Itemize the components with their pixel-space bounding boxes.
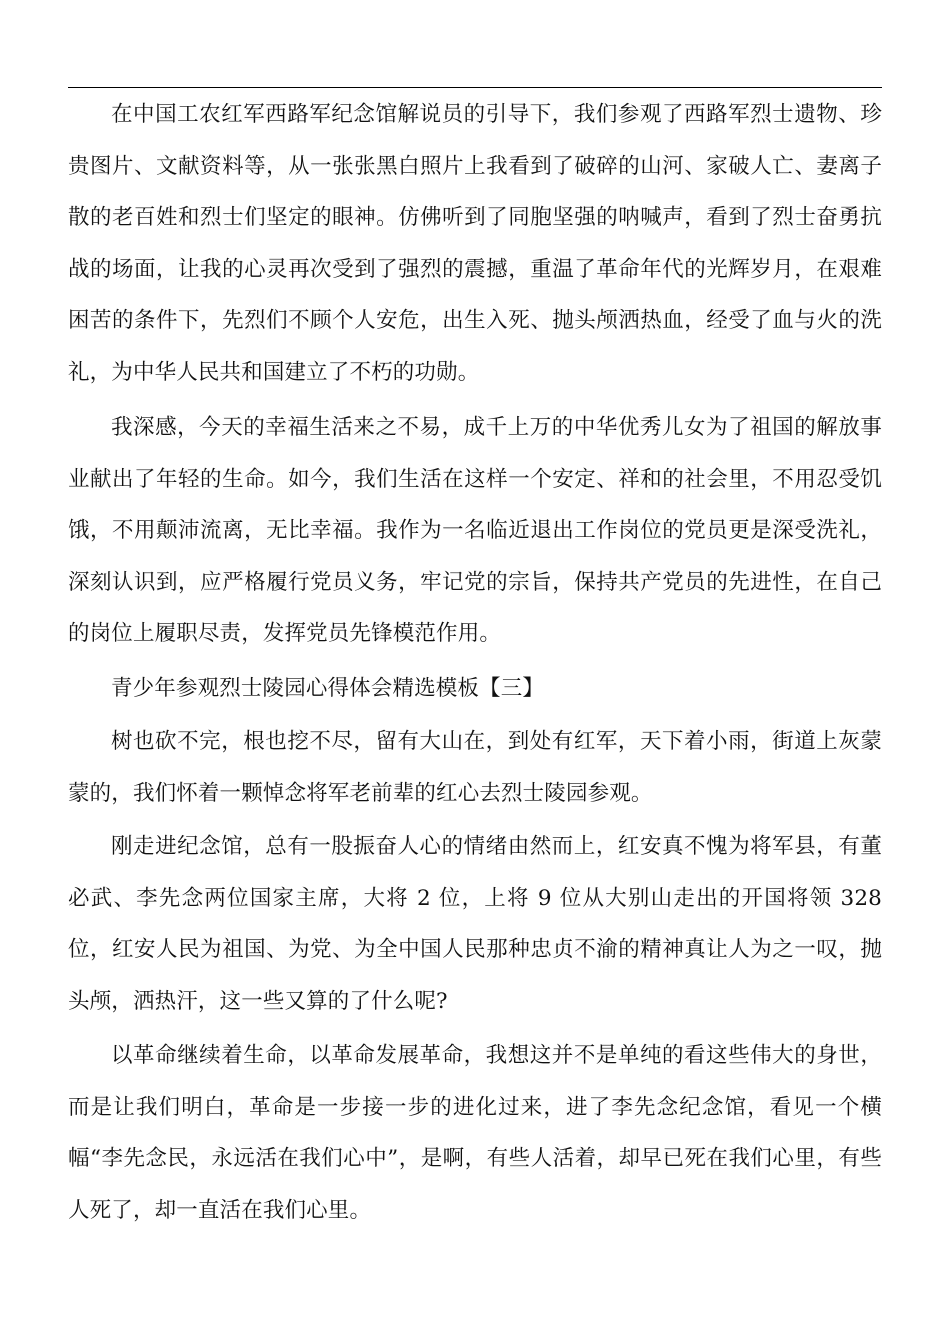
section-heading: 青少年参观烈士陵园心得体会精选模板【三】 (111, 675, 545, 701)
paragraph: 树也砍不完，根也挖不尽，留有大山在，到处有红军，天下着小雨，街道上灰蒙蒙的，我们怀着一颗悼念将军老前辈的红心去烈士陵园参观。 (68, 729, 882, 806)
paragraph: 我深感，今天的幸福生活来之不易，成千上万的中华优秀儿女为了祖国的解放事业献出了年轻的生命。如今，我们生活在这样一个安定、祥和的社会里，不用忍受饥饿，不用颠沛流离，无比幸福。我作为一名临近退出工作岗位的党员更是深受洗礼，深刻认识到，应严格履行党员义务，牢记党的宗旨，保持共产党员的先进性，在自己的岗位上履职尽责，发挥党员先锋模范作用。 (68, 415, 882, 646)
paragraph: 刚走进纪念馆，总有一股振奋人心的情绪由然而上，红安真不愧为将军县，有董必武、李先念两位国家主席，大将 2 位，上将 9 位从大别山走出的开国将领 328 位，红安人民为祖国、为党、为全中国人民那种忠贞不渝的精神真让人为之一叹，抛头颅，洒热汗，这一些又算的了什么呢? (68, 834, 882, 1014)
header-rule (68, 87, 882, 88)
document-body (68, 89, 882, 1236)
paragraph: 在中国工农红军西路军纪念馆解说员的引导下，我们参观了西路军烈士遗物、珍贵图片、文献资料等，从一张张黑白照片上我看到了破碎的山河、家破人亡、妻离子散的老百姓和烈士们坚定的眼神。仿佛听到了同胞坚强的呐喊声，看到了烈士奋勇抗战的场面，让我的心灵再次受到了强烈的震撼，重温了革命年代的光辉岁月，在艰难困苦的条件下，先烈们不顾个人安危，出生入死、抛头颅洒热血，经受了血与火的洗礼，为中华人民共和国建立了不朽的功勋。 (68, 102, 882, 385)
paragraph: 以革命继续着生命，以革命发展革命，我想这并不是单纯的看这些伟大的身世，而是让我们明白，革命是一步接一步的进化过来，进了李先念纪念馆，看见一个横幅“李先念民，永远活在我们心中”，是啊，有些人活着，却早已死在我们心里，有些人死了，却一直活在我们心里。 (68, 1043, 882, 1223)
